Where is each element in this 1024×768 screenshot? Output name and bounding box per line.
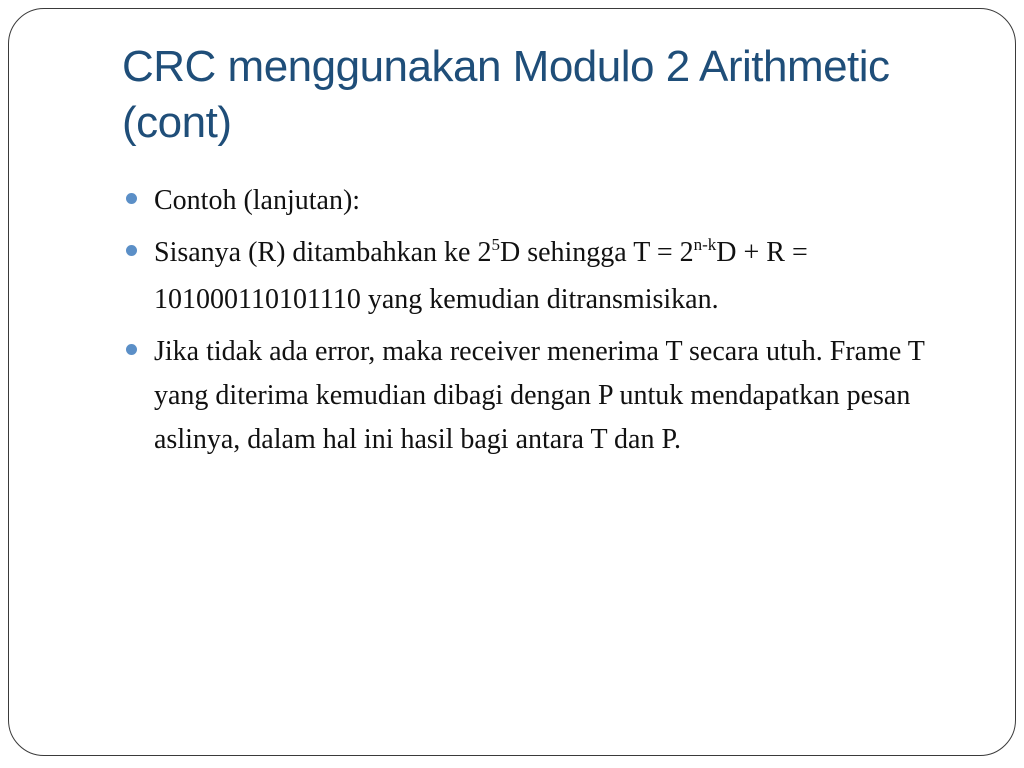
bullet-item-contoh xyxy=(122,179,962,223)
bullet-text-part: D + R = 101000110101110 yang kemudian ditransmisikan. xyxy=(154,237,808,315)
bullet-item-sisanya xyxy=(122,231,962,322)
bullet-text: Contoh (lanjutan): xyxy=(154,185,361,216)
superscript-exponent: 5 xyxy=(491,235,500,254)
bullet-text-part: D sehingga T = 2 xyxy=(499,237,694,268)
bullet-list xyxy=(122,179,962,470)
bullet-text: Jika tidak ada error, maka receiver menerima T secara utuh. Frame T yang diterima kemudian dibagi dengan P untuk mendapatkan pesan aslinya, dalam hal ini hasil bagi antara T dan P. xyxy=(154,336,925,455)
bullet-dot-icon xyxy=(126,245,137,256)
slide-title: CRC menggunakan Modulo 2 Arithmetic (cont) xyxy=(122,42,890,147)
slide-frame xyxy=(8,8,1016,756)
bullet-dot-icon xyxy=(126,344,137,355)
bullet-text-part: Sisanya (R) ditambahkan ke 2 xyxy=(154,237,492,268)
superscript-exponent: n-k xyxy=(693,235,717,254)
bullet-item-jika xyxy=(122,330,962,462)
bullet-dot-icon xyxy=(126,193,137,204)
